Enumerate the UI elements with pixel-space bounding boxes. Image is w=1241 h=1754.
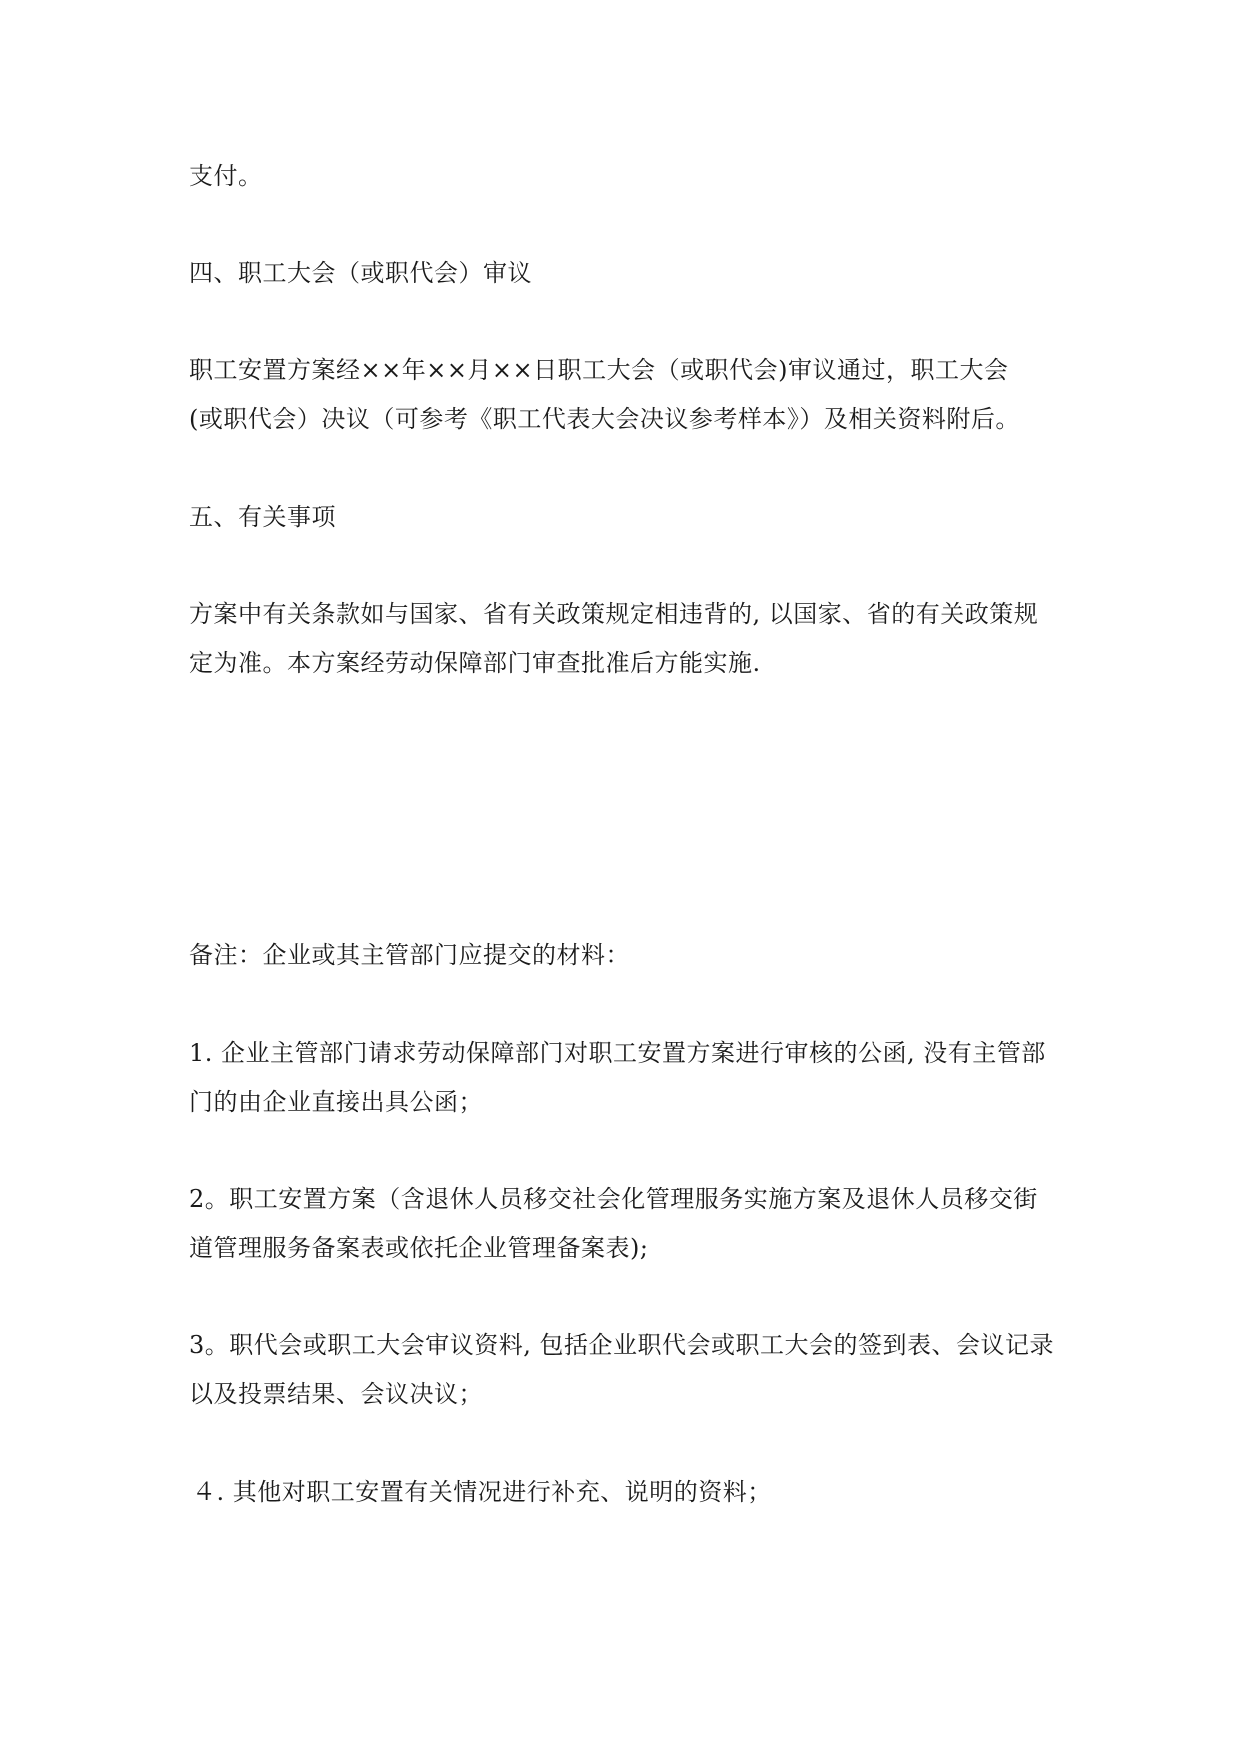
paragraph-line: 职工安置方案经××年××月××日职工大会（或职代会)审议通过，职工大会 <box>189 356 1009 384</box>
paragraph-line: (或职代会）决议（可参考《职工代表大会决议参考样本》）及相关资料附后。 <box>189 405 1020 433</box>
section-heading-4: 四、职工大会（或职代会）审议 <box>189 259 532 287</box>
note-heading: 备注：企业或其主管部门应提交的材料： <box>189 941 630 969</box>
section-heading-5: 五、有关事项 <box>189 503 336 531</box>
paragraph-line: 方案中有关条款如与国家、省有关政策规定相违背的, 以国家、省的有关政策规 <box>189 600 1039 628</box>
list-item-line: 以及投票结果、会议决议； <box>189 1380 483 1408</box>
list-item-line: 1. 企业主管部门请求劳动保障部门对职工安置方案进行审核的公函, 没有主管部 <box>189 1039 1046 1067</box>
list-item-line: ４. 其他对职工安置有关情况进行补充、说明的资料； <box>192 1478 772 1506</box>
paragraph-line: 支付。 <box>189 162 263 190</box>
list-item-line: 门的由企业直接出具公函； <box>189 1088 483 1116</box>
list-item-line: 道管理服务备案表或依托企业管理备案表); <box>189 1234 649 1262</box>
list-item-line: 3。职代会或职工大会审议资料, 包括企业职代会或职工大会的签到表、会议记录 <box>189 1331 1055 1359</box>
list-item-line: 2。职工安置方案（含退休人员移交社会化管理服务实施方案及退休人员移交街 <box>189 1185 1038 1213</box>
paragraph-line: 定为准。本方案经劳动保障部门审查批准后方能实施. <box>189 649 761 677</box>
